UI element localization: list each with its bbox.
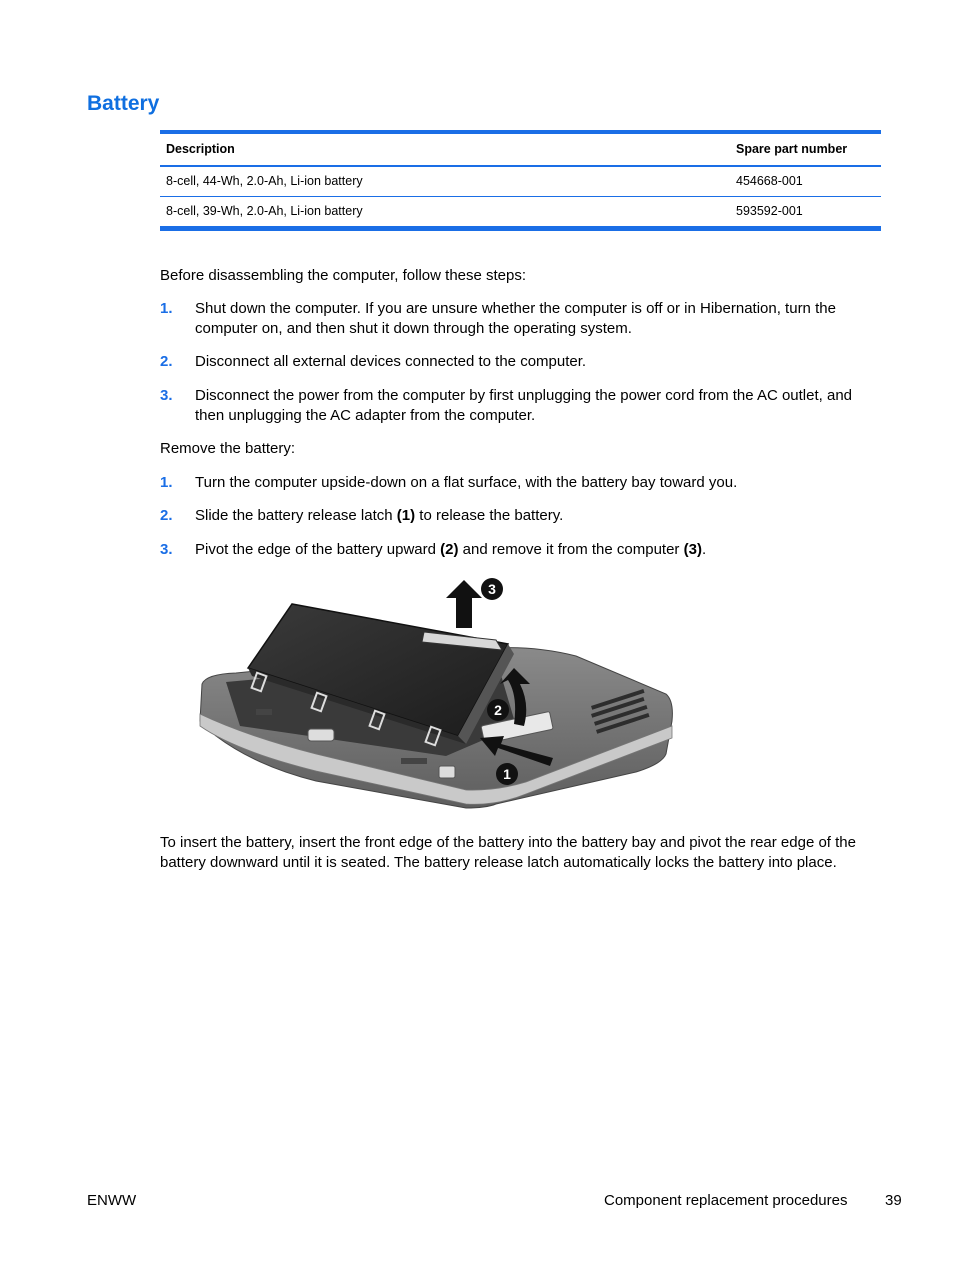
step-number: 2. xyxy=(160,353,173,370)
step-number: 2. xyxy=(160,507,173,524)
callout-number: 2 xyxy=(494,702,502,718)
step-text-part: Turn the computer upside-down on a flat surface, with the battery bay toward you. xyxy=(195,474,738,491)
table-row-divider xyxy=(160,196,881,197)
table-header-divider xyxy=(160,165,881,167)
step-text xyxy=(195,540,885,560)
page-number: 39 xyxy=(885,1192,902,1209)
callout-ref: (1) xyxy=(396,507,416,524)
step-text xyxy=(195,506,885,526)
step-number: 1. xyxy=(160,474,173,491)
step-text xyxy=(195,473,885,493)
header-description: Description xyxy=(166,142,235,156)
step-text-part: to release the battery. xyxy=(415,507,564,524)
header-spare-part-number: Spare part number xyxy=(736,142,848,156)
callout-number: 3 xyxy=(488,581,496,597)
insert-instructions: To insert the battery, insert the front edge of the battery into the battery bay and pivot the rear edge of the battery downward until it is seated. The battery release latch automatically locks the battery into place. xyxy=(160,834,856,871)
row-part-number: 454668-001 xyxy=(736,174,803,188)
callout-number: 1 xyxy=(503,766,511,782)
row-part-number: 593592-001 xyxy=(736,204,803,218)
callout-ref: (3) xyxy=(683,541,702,558)
footer-left: ENWW xyxy=(87,1192,137,1209)
step-text-part: . xyxy=(701,541,707,558)
callout-2 xyxy=(487,699,509,721)
step-text-part: and remove it from the computer xyxy=(458,541,684,558)
callout-3 xyxy=(481,578,503,600)
step-text: Disconnect the power from the computer by first unplugging the power cord from the AC outlet, and then unplugging the AC adapter from the computer. xyxy=(195,387,853,424)
step-number: 3. xyxy=(160,541,173,558)
step-text: Shut down the computer. If you are unsure whether the computer is off or in Hibernation, turn the computer on, and then shut it down through the operating system. xyxy=(195,300,836,337)
callout-ref: (2) xyxy=(440,541,459,558)
step-text: Disconnect all external devices connected to the computer. xyxy=(195,353,587,370)
row-description: 8-cell, 39-Wh, 2.0-Ah, Li-ion battery xyxy=(166,204,363,218)
step-text-part: Slide the battery release latch xyxy=(195,507,397,524)
arrow-up-icon xyxy=(446,580,482,628)
intro-remove-text: Remove the battery: xyxy=(160,440,296,457)
step-text-part: Pivot the edge of the battery upward xyxy=(195,541,441,558)
footer-section: Component replacement procedures xyxy=(604,1192,848,1209)
intro-before-text: Before disassembling the computer, follow these steps: xyxy=(160,267,527,284)
step-number: 1. xyxy=(160,300,173,317)
battery-removal-illustration xyxy=(196,576,678,816)
table-bottom-rule xyxy=(160,226,881,231)
page-title: Battery xyxy=(87,92,160,115)
row-description: 8-cell, 44-Wh, 2.0-Ah, Li-ion battery xyxy=(166,174,363,188)
table-top-rule xyxy=(160,130,881,134)
step-number: 3. xyxy=(160,387,173,404)
callout-1 xyxy=(496,763,518,785)
